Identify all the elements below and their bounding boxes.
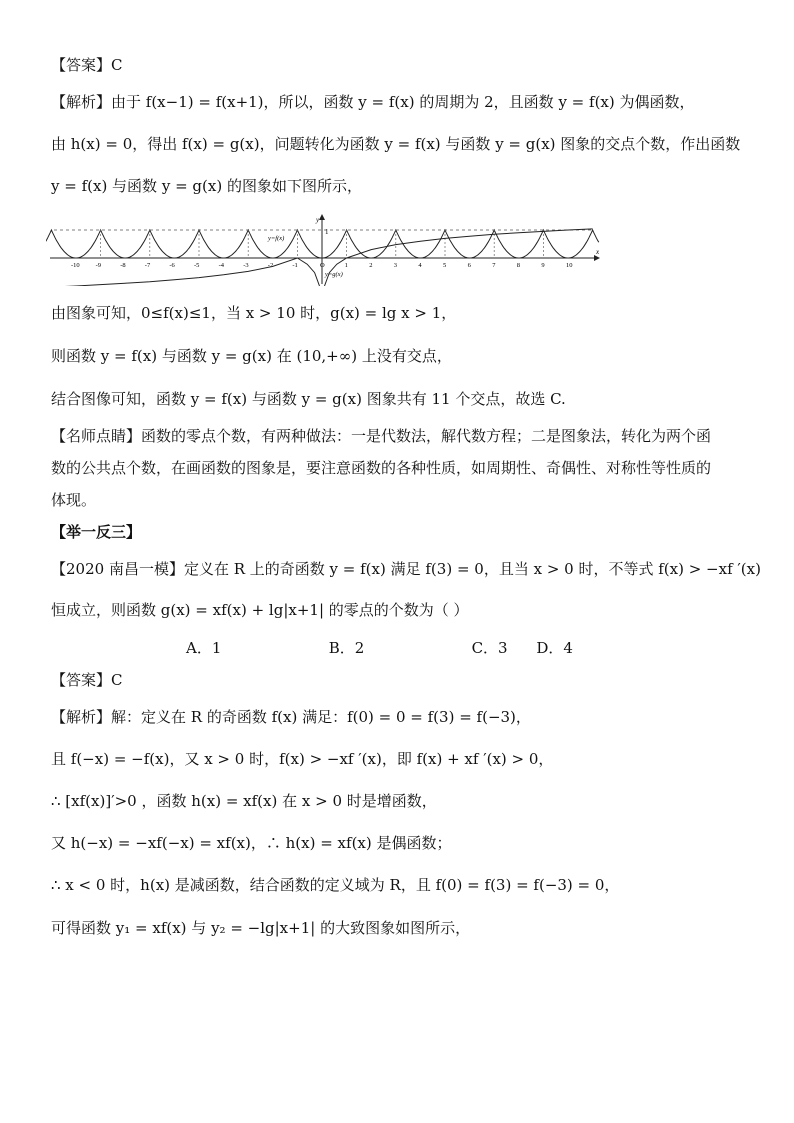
question-line-1: 【2020 南昌一模】定义在 R 上的奇函数 y = f(x) 满足 f(3) = 0，且当 x > 0 时，不等式 f(x) > −xf ′(x) [51, 560, 761, 578]
x-tick-label: 4 [418, 262, 422, 269]
x-tick-label: 3 [393, 262, 398, 269]
tip-line-3: 体现。 [51, 491, 97, 509]
solution-line-1: 【解析】解：定义在 R 的奇函数 f(x) 满足：f(0) = 0 = f(3) = f(−3)， [51, 708, 531, 726]
solution-line-2: 且 f(−x) = −f(x)，又 x > 0 时，f(x) > −xf ′(x)，即 f(x) + xf ′(x) > 0， [51, 750, 554, 768]
analysis-line-2: 由 h(x) = 0，得出 f(x) = g(x)，问题转化为函数 y = f(x) 与函数 y = g(x) 图象的交点个数，作出函数 [51, 135, 741, 153]
solution-line-4: 又 h(−x) = −xf(−x) = xf(x)，∴ h(x) = xf(x) 是偶函数； [51, 834, 452, 852]
series-g-line-left [51, 258, 319, 286]
x-tick-label: -3 [243, 262, 249, 269]
solution-line-6: 可得函数 y₁ = xf(x) 与 y₂ = −lg|x+1| 的大致图象如图所示， [51, 919, 471, 937]
x-tick-label: O [320, 262, 325, 269]
x-tick-label: -4 [218, 262, 225, 269]
note-line-1: 由图象可知，0≤f(x)≤1，当 x > 10 时，g(x) = lg x > 1， [51, 304, 457, 322]
x-axis-label: x [596, 248, 600, 256]
x-tick-label: -10 [71, 262, 80, 269]
choice-d: D．4 [536, 639, 573, 657]
y-axis-arrow-icon [319, 214, 325, 220]
x-tick-label: -9 [95, 262, 102, 269]
function-graph [46, 214, 602, 286]
x-tick-label: -8 [120, 262, 126, 269]
answer-line-1: 【答案】C [51, 56, 123, 74]
x-tick-label: -6 [169, 262, 175, 269]
label-f: y=f(x) [268, 235, 285, 242]
choice-a: A．1 [186, 639, 222, 657]
section-heading: 【举一反三】 [51, 523, 142, 541]
tip-line-2: 数的公共点个数，在画函数的图象是，要注意函数的各种性质，如周期性、奇偶性、对称性等性质的 [51, 459, 712, 477]
x-tick-label: 2 [369, 262, 373, 269]
label-g: y=g(x) [325, 271, 343, 278]
analysis-line-1: 【解析】由于 f(x−1) = f(x+1)，所以，函数 y = f(x) 的周期为 2，且函数 y = f(x) 为偶函数， [51, 93, 695, 111]
series-g-line-right [325, 229, 593, 286]
x-tick-label: 10 [566, 262, 573, 269]
x-tick-label: 6 [467, 262, 471, 269]
y-tick-label-1: 1 [325, 228, 329, 236]
y-axis-label: y [316, 216, 320, 224]
choice-c: C．3 [471, 639, 508, 657]
note-line-2: 则函数 y = f(x) 与函数 y = g(x) 在 (10,+∞) 上没有交点， [51, 347, 452, 365]
x-tick-label: 1 [344, 262, 348, 269]
x-tick-label: -5 [194, 262, 200, 269]
analysis-line-3: y = f(x) 与函数 y = g(x) 的图象如下图所示， [51, 177, 362, 195]
x-tick-label: 9 [541, 262, 545, 269]
x-tick-label: -7 [144, 262, 151, 269]
solution-line-5: ∴ x < 0 时，h(x) 是减函数，结合函数的定义域为 R，且 f(0) = f(3) = f(−3) = 0， [51, 876, 620, 894]
note-line-3: 结合图像可知，函数 y = f(x) 与函数 y = g(x) 图象共有 11 个交点，故选 C. [51, 390, 566, 408]
choices-row [186, 638, 573, 658]
x-tick-label: 5 [443, 262, 447, 269]
solution-line-3: ∴ [xf(x)]′>0 ，函数 h(x) = xf(x) 在 x > 0 时是增函数， [51, 792, 437, 810]
tip-line-1: 【名师点睛】函数的零点个数，有两种做法：一是代数法，解代数方程；二是图象法，转化为两个函 [51, 427, 712, 445]
x-tick-label: 7 [492, 262, 496, 269]
x-tick-label: -1 [292, 262, 298, 269]
choice-b: B．2 [328, 639, 365, 657]
x-tick-label: 8 [516, 262, 521, 269]
x-tick-label: -2 [267, 262, 274, 269]
question-line-2: 恒成立，则函数 g(x) = xf(x) + lg|x+1| 的零点的个数为（ ） [51, 601, 469, 619]
answer-line-2: 【答案】C [51, 671, 123, 689]
